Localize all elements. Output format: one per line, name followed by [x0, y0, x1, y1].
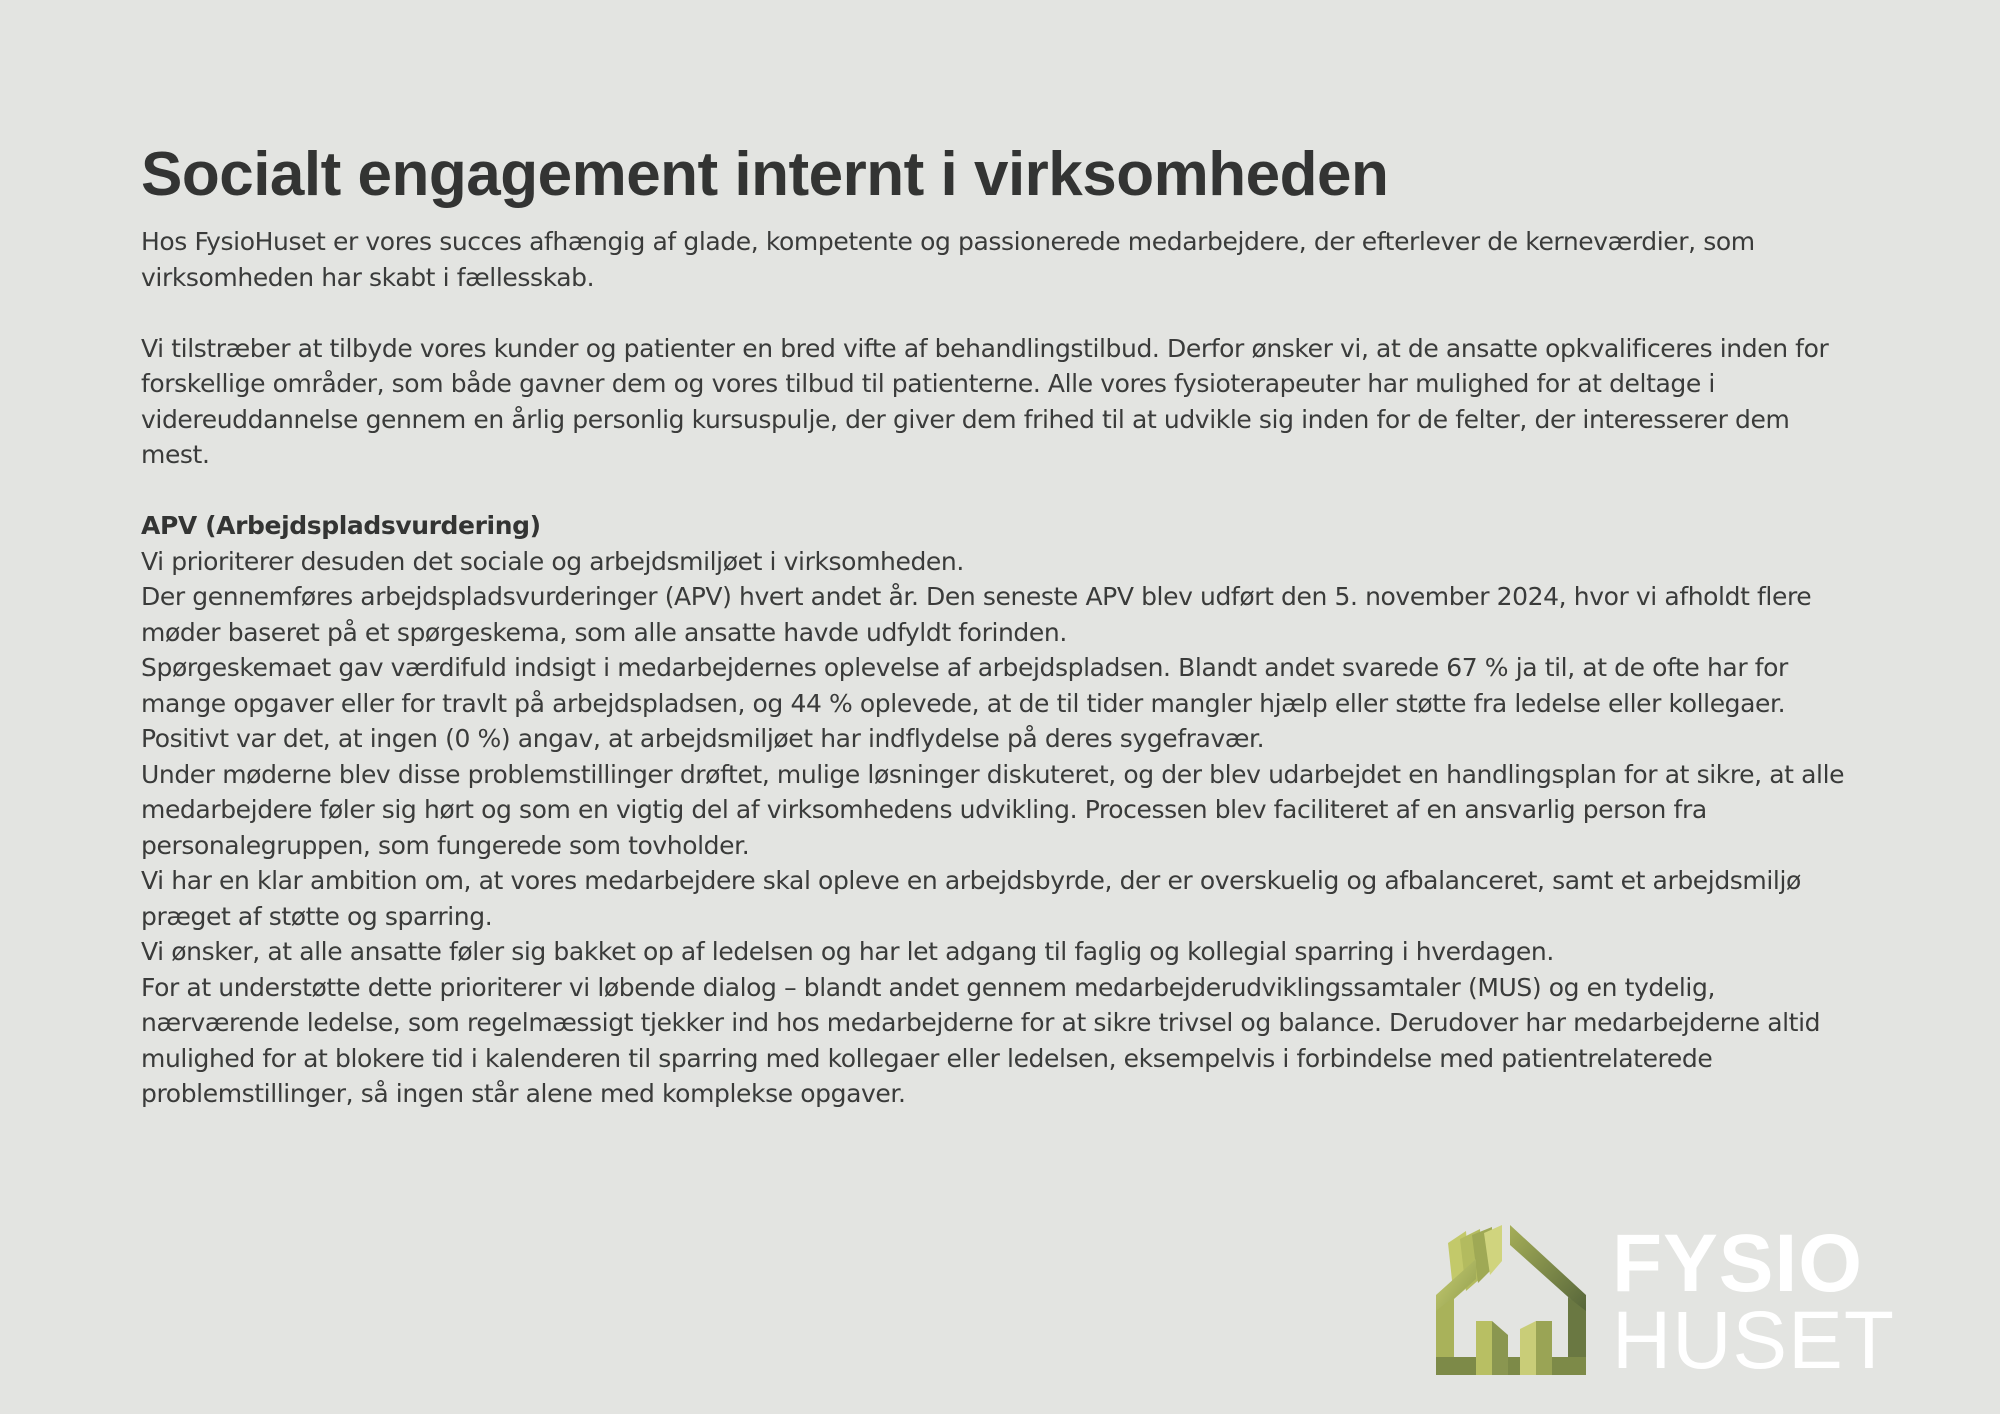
- logo-wordmark-line2: HUSET: [1612, 1295, 1895, 1386]
- document-page: [141, 138, 1861, 1112]
- logo-wordmark-line1: FYSIO: [1612, 1218, 1864, 1309]
- intro-paragraph-1: Hos FysioHuset er vores succes afhængig af glade, kompetente og passionerede medarbejdere, der efterlever de kerneværdier, som virksomheden har skabt i fællesskab.: [141, 227, 1755, 292]
- apv-line: Vi prioriterer desuden det sociale og arbejdsmiljøet i virksomheden.: [141, 546, 964, 576]
- apv-section: [141, 508, 1861, 1112]
- apv-line: For at understøtte dette prioriterer vi løbende dialog – blandt andet gennem medarbejderudviklingssamtaler (MUS) og en tydelig, nærværende ledelse, som regelmæssigt tjekker ind hos medarbejderne for at sikre trivsel og balance. Derudover har medarbejderne altid mulighed for at blokere tid i kalenderen til sparring med kollegaer eller ledelsen, eksempelvis i forbindelse med patientrelaterede problemstillinger, så ingen står alene med komplekse opgaver.: [141, 972, 1821, 1108]
- logo-wordmark: [1612, 1218, 1895, 1386]
- intro-paragraph-2: Vi tilstræber at tilbyde vores kunder og patienter en bred vifte af behandlingstilbud. Derfor ønsker vi, at de ansatte opkvalificeres inden for forskellige områder, som både gavner dem og vores tilbud til patienterne. Alle vores fysioterapeuter har mulighed for at deltage i videreuddannelse gennem en årlig personlig kursuspulje, der giver dem frihed til at udvikle sig inden for de felter, der interesserer dem mest.: [141, 333, 1829, 469]
- apv-line: Spørgeskemaet gav værdifuld indsigt i medarbejdernes oplevelse af arbejdspladsen. Blandt andet svarede 67 % ja til, at de ofte har for mange opgaver eller for travlt på arbejdspladsen, og 44 % oplevede, at de til tider mangler hjælp eller støtte fra ledelse eller kollegaer.: [141, 653, 1788, 718]
- apv-line: Under møderne blev disse problemstillinger drøftet, mulige løsninger diskuteret, og der blev udarbejdet en handlingsplan for at sikre, at alle medarbejdere føler sig hørt og som en vigtig del af virksomhedens udvikling. Processen blev faciliteret af en ansvarlig person fra personalegruppen, som fungerede som tovholder.: [141, 759, 1845, 860]
- apv-line: Vi har en klar ambition om, at vores medarbejdere skal opleve en arbejdsbyrde, der er overskuelig og afbalanceret, samt et arbejdsmiljø præget af støtte og sparring.: [141, 866, 1801, 931]
- apv-line: Der gennemføres arbejdspladsvurderinger (APV) hvert andet år. Den seneste APV blev udført den 5. november 2024, hvor vi afholdt flere møder baseret på et spørgeskema, som alle ansatte havde udfyldt forinden.: [141, 582, 1812, 647]
- apv-heading: APV (Arbejdspladsvurdering): [141, 511, 541, 540]
- house-logo-icon: [1436, 1225, 1586, 1375]
- page-title: Socialt engagement internt i virksomheden: [141, 140, 1389, 209]
- apv-line: Vi ønsker, at alle ansatte føler sig bakket op af ledelsen og har let adgang til faglig og kollegial sparring i hverdagen.: [141, 937, 1554, 966]
- apv-line: Positivt var det, at ingen (0 %) angav, at arbejdsmiljøet har indflydelse på deres sygefravær.: [141, 724, 1265, 753]
- fysiohuset-logo: [1436, 1218, 1895, 1386]
